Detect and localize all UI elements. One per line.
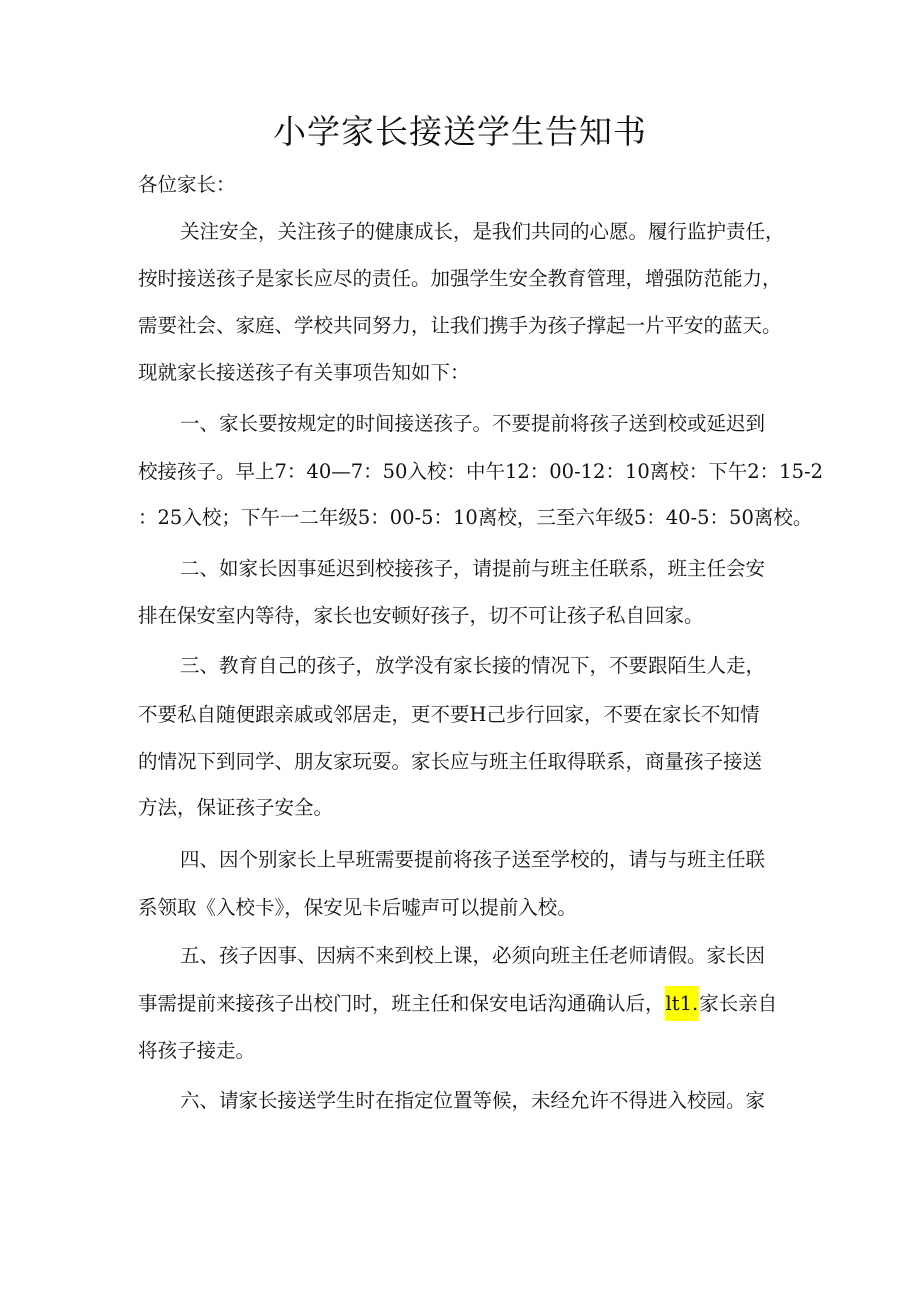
- paragraph-line: 四、因个别家长上早班需要提前将孩子送至学校的，请与与班主任联: [180, 848, 766, 871]
- paragraph-line: 校接孩子。早上7：40—7：50入校：中午12：00-12：10离校：下午2：15-2: [138, 460, 823, 483]
- paragraph-line: 二、如家长因事延迟到校接孩子，请提前与班主任联系，班主任会安: [180, 557, 766, 580]
- paragraph-line: 需要社会、家庭、学校共同努力，让我们携手为孩子撑起一片平安的蓝天。: [138, 314, 782, 337]
- paragraph-line: 方法，保证孩子安全。: [138, 796, 334, 819]
- paragraph-line: 三、教育自己的孩子，放学没有家长接的情况下，不要跟陌生人走，: [180, 654, 766, 677]
- paragraph-line: 将孩子接走。: [138, 1039, 256, 1062]
- paragraph-line: 排在保安室内等待，家长也安顿好孩子，切不可让孩子私自回家。: [138, 604, 704, 627]
- document-title: 小学家长接送学生告知书: [273, 112, 647, 151]
- line-text: 事需提前来接孩子出校门时，班主任和保安电话沟通确认后，: [138, 992, 665, 1015]
- paragraph-line: 一、家长要按规定的时间接送孩子。不要提前将孩子送到校或延迟到: [180, 412, 766, 435]
- paragraph-line-highlighted: [138, 989, 777, 1019]
- salutation: 各位家长：: [138, 173, 236, 196]
- paragraph-line: 系领取《入校卡》，保安见卡后嘘声可以提前入校。: [138, 896, 577, 919]
- paragraph-line: ：25入校；下午一二年级5：00-5：10离校，三至六年级5：40-5：50离校。: [138, 506, 813, 529]
- paragraph-line: 关注安全，关注孩子的健康成长，是我们共同的心愿。履行监护责任，: [180, 220, 785, 243]
- highlighted-text: lt1.: [665, 986, 700, 1021]
- paragraph-line: 不要私自随便跟亲戚或邻居走，更不要H己步行回家，不要在家长不知情: [138, 703, 760, 726]
- paragraph-line: 五、孩子因事、因病不来到校上课，必须向班主任老师请假。家长因: [180, 944, 766, 967]
- paragraph-line: 现就家长接送孩子有关事项告知如下：: [138, 361, 470, 384]
- line-text-tail: 家长亲自: [699, 992, 778, 1015]
- paragraph-line: 的情况下到同学、朋友家玩耍。家长应与班主任取得联系，商量孩子接送: [138, 750, 763, 773]
- paragraph-line: 六、请家长接送学生时在指定位置等候，未经允许不得进入校园。家: [180, 1089, 766, 1112]
- paragraph-line: 按时接送孩子是家长应尽的责任。加强学生安全教育管理，增强防范能力，: [138, 267, 782, 290]
